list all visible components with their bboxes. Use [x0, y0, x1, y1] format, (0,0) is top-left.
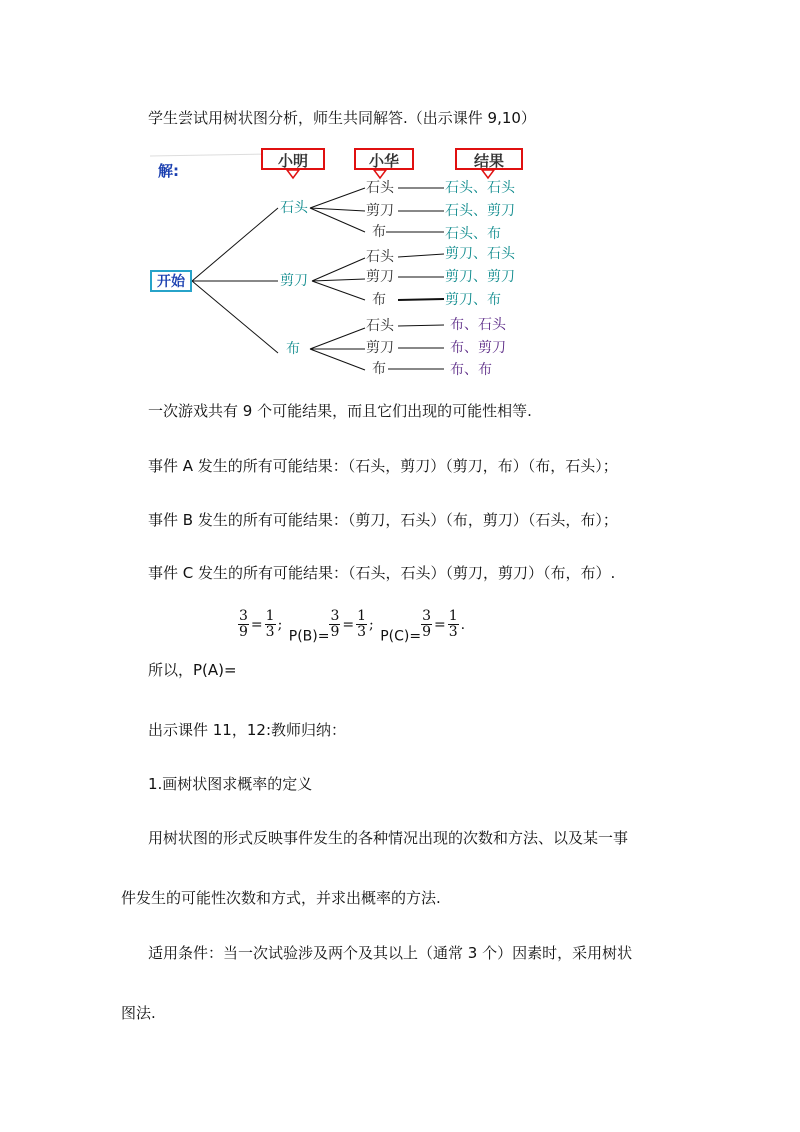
level2-node: 石头	[366, 318, 394, 334]
event-a-text: 事件 A 发生的所有可能结果：（石头，剪刀）（剪刀，布）（布，石头）；	[148, 457, 618, 475]
start-node: 开始	[150, 270, 192, 292]
therefore-text: 所以，P(A)=	[148, 661, 237, 679]
level1-node: 布	[286, 341, 300, 357]
level2-node: 剪刀	[366, 340, 394, 356]
condition-line-2: 图法.	[121, 1004, 156, 1022]
fraction: $\frac{1}{3}$	[357, 608, 367, 640]
fraction: $\frac{3}{9}$	[422, 608, 431, 640]
level2-node: 剪刀	[366, 203, 394, 219]
level2-node: 布	[372, 224, 386, 240]
result-node: 剪刀、布	[445, 292, 501, 308]
condition-line-1: 适用条件：当一次试验涉及两个及其以上（通常 3 个）因素时，采用树状	[148, 944, 633, 962]
solution-label: 解:	[158, 162, 179, 180]
level2-node: 石头	[366, 180, 394, 196]
fraction: $\frac{3}{9}$	[239, 608, 248, 640]
header-xiaoming: 小明	[261, 148, 325, 170]
header-xiaohua: 小华	[354, 148, 414, 170]
header-result: 结果	[455, 148, 523, 170]
result-node: 剪刀、石头	[445, 246, 515, 262]
level1-node: 石头	[280, 200, 308, 216]
fraction: $\frac{1}{3}$	[265, 608, 275, 640]
result-node: 布、石头	[450, 317, 506, 333]
level2-node: 剪刀	[366, 269, 394, 285]
show-slides-text: 出示课件 11，12:教师归纳：	[148, 721, 346, 739]
event-b-text: 事件 B 发生的所有可能结果：（剪刀，石头）（布，剪刀）（石头，布）；	[148, 511, 618, 529]
result-node: 布、剪刀	[450, 340, 506, 356]
result-node: 石头、剪刀	[445, 203, 515, 219]
outcomes-text: 一次游戏共有 9 个可能结果，而且它们出现的可能性相等.	[148, 402, 532, 420]
item-1-heading: 1.画树状图求概率的定义	[148, 775, 313, 793]
level2-node: 布	[372, 361, 386, 377]
result-node: 布、布	[450, 362, 492, 378]
pb-label: P(B)=	[288, 628, 330, 645]
result-node: 剪刀、剪刀	[445, 269, 515, 285]
probability-formula: $\frac{3}{9}$ = $\frac{1}{3}$ ; P(B)= $\frac{3}{9}$ = $\frac{1}{3}$ ; P(C)= $\frac{3}{9}$ = $\frac{1}{3}$ .	[239, 608, 466, 645]
event-c-text: 事件 C 发生的所有可能结果：（石头，石头）（剪刀，剪刀）（布，布）.	[148, 564, 616, 582]
level2-node: 石头	[366, 249, 394, 265]
fraction: $\frac{1}{3}$	[448, 608, 458, 640]
tree-diagram	[150, 146, 540, 386]
level2-node: 布	[372, 292, 386, 308]
definition-line-1: 用树状图的形式反映事件发生的各种情况出现的次数和方法、以及某一事	[148, 829, 629, 847]
level1-node: 剪刀	[280, 273, 308, 289]
result-node: 石头、石头	[445, 180, 515, 196]
result-node: 石头、布	[445, 226, 501, 242]
definition-line-2: 件发生的可能性次数和方式，并求出概率的方法.	[121, 889, 441, 907]
pc-label: P(C)=	[380, 628, 422, 645]
fraction: $\frac{3}{9}$	[330, 608, 340, 640]
intro-text: 学生尝试用树状图分析，师生共同解答.（出示课件 9,10）	[148, 109, 536, 127]
